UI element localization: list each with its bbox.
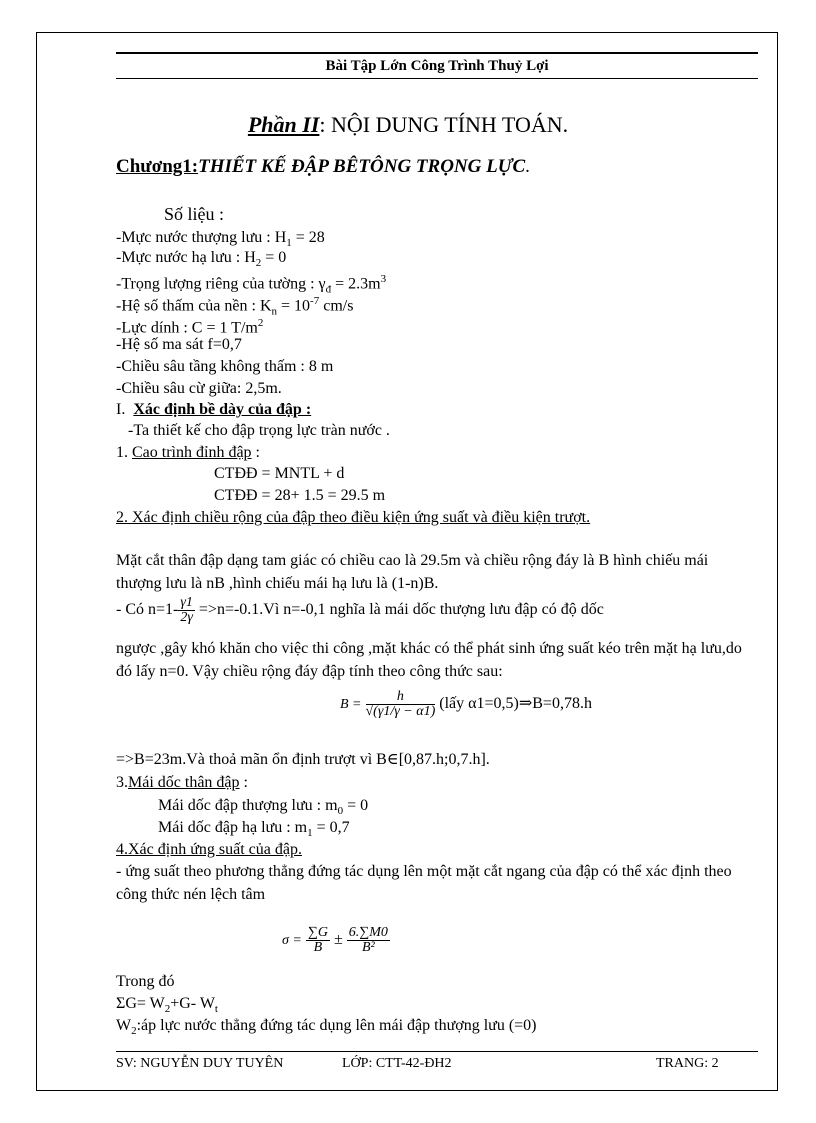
paragraph-section-shape: Mặt cắt thân đập dạng tam giác có chiều cao là 29.5m và chiều rộng đáy là B hình chiếu mái thượng lưu là nB ,hình chiếu mái hạ lưu là (1-n)B. [116, 552, 709, 592]
data-h2: -Mực nước hạ lưu : $H_2 = 0$ [116, 249, 287, 270]
part-label: Phần II [247, 112, 320, 137]
item2-heading: 2. Xác định chiều rộng của đập theo điều kiện ứng suất và điều kiện trượt. [116, 509, 591, 526]
chapter-heading [116, 156, 530, 178]
w2-definition: $W_2:áp$ lực nước thẳng đứng tác dụng lên mái đập thượng lưu (=0) [116, 1017, 537, 1038]
item3-heading: 3.Mái dốc thân đập : [116, 774, 248, 791]
sum-g-formula: $\Sigma G= W_2+G-$ $W_t$ [116, 995, 218, 1016]
formula-b: B = $\frac{h}{√(\gamma 1/\gamma - \alpha 1)}$ (lấy α1=0,5)⇒B=0,78.h [340, 689, 592, 719]
part-heading [0, 112, 816, 138]
item1-formula-1: CTĐĐ = MNTL + d [214, 465, 345, 482]
formula-sigma: σ = $\frac{\sum G}{B}$ ± $\frac{6.\sum M0}{\text{B²}}$ [282, 925, 388, 955]
header-rule-top [116, 52, 758, 54]
paragraph-conditions: ngược ,gây khó khăn cho việc thi công ,mặt khác có thể phát sinh ứng suất kéo trên mặt hạ lưu,do đó lấy n=0. Vậy chiều rộng đáy đập tính theo công thức sau: [116, 640, 742, 680]
section1-note: -Ta thiết kế cho đập trọng lực tràn nước . [128, 422, 390, 439]
header-rule-bottom [116, 78, 758, 79]
where-label: Trong đó [116, 973, 175, 990]
header-title: Bài Tập Lớn Công Trình Thuỷ Lợi [325, 58, 549, 74]
item3-m0: Mái dốc đập thượng lưu : $m_0 = 0$ [158, 797, 369, 818]
data-pile: -Chiều sâu cừ giữa: 2,5m. [116, 380, 282, 397]
item4-heading: 4.Xác định ứng suất của đập. [116, 841, 302, 858]
data-f: -Hệ số ma sát f=0,7 [116, 336, 242, 353]
item1-heading: 1. Cao trình đỉnh đập : [116, 444, 260, 461]
footer-class: LỚP: CTT-42-ĐH2 [342, 1056, 452, 1071]
footer-page: TRANG: 2 [656, 1056, 719, 1071]
footer-student: SV: NGUYỄN DUY TUYÊN [116, 1056, 284, 1071]
item4-text: - ứng suất theo phương thẳng đứng tác dụng lên một mặt cắt ngang của đập có thể xác định theo công thức nén lệch tâm [116, 863, 732, 903]
footer-rule [116, 1051, 758, 1052]
item3-m1: Mái dốc đập hạ lưu : $m_1 = 0,7$ [158, 819, 350, 840]
chapter-label: Chương1: [116, 156, 199, 177]
chapter-end: . [525, 156, 530, 177]
paragraph-n-formula: - Có n=1- $\frac{\gamma 1}{2\gamma}$ =>n=-0.1.Vì n=-0,1 nghĩa là mái dốc thượng lưu đập có độ dốc [116, 595, 604, 625]
data-gamma: -Trọng lượng riêng của tường : $\gamma_đ = 2.3m^3$ [116, 273, 387, 296]
part-text: : NỘI DUNG TÍNH TOÁN. [319, 112, 569, 137]
item1-formula-2: CTĐĐ = 28+ 1.5 = 29.5 m [214, 487, 386, 504]
chapter-title: THIẾT KẾ ĐẬP BÊTÔNG TRỌNG LỰC [198, 156, 526, 177]
data-heading: Số liệu : [164, 204, 225, 224]
data-h1: -Mực nước thượng lưu : $H_1 = 28$ [116, 229, 325, 250]
data-depth: -Chiều sâu tầng không thấm : 8 m [116, 358, 334, 375]
section1-heading: I. Xác định bề dày của đập : [116, 401, 312, 418]
data-kn: -Hệ số thấm của nền : $K_n = 10^{-7}$ cm/s [116, 295, 354, 318]
paragraph-b-result: =>B=23m.Và thoả mãn ổn định trượt vì B∈[0,87.h;0,7.h]. [116, 751, 490, 768]
data-c: -Lực dính : C = 1 $T/m^2$ [116, 317, 264, 337]
